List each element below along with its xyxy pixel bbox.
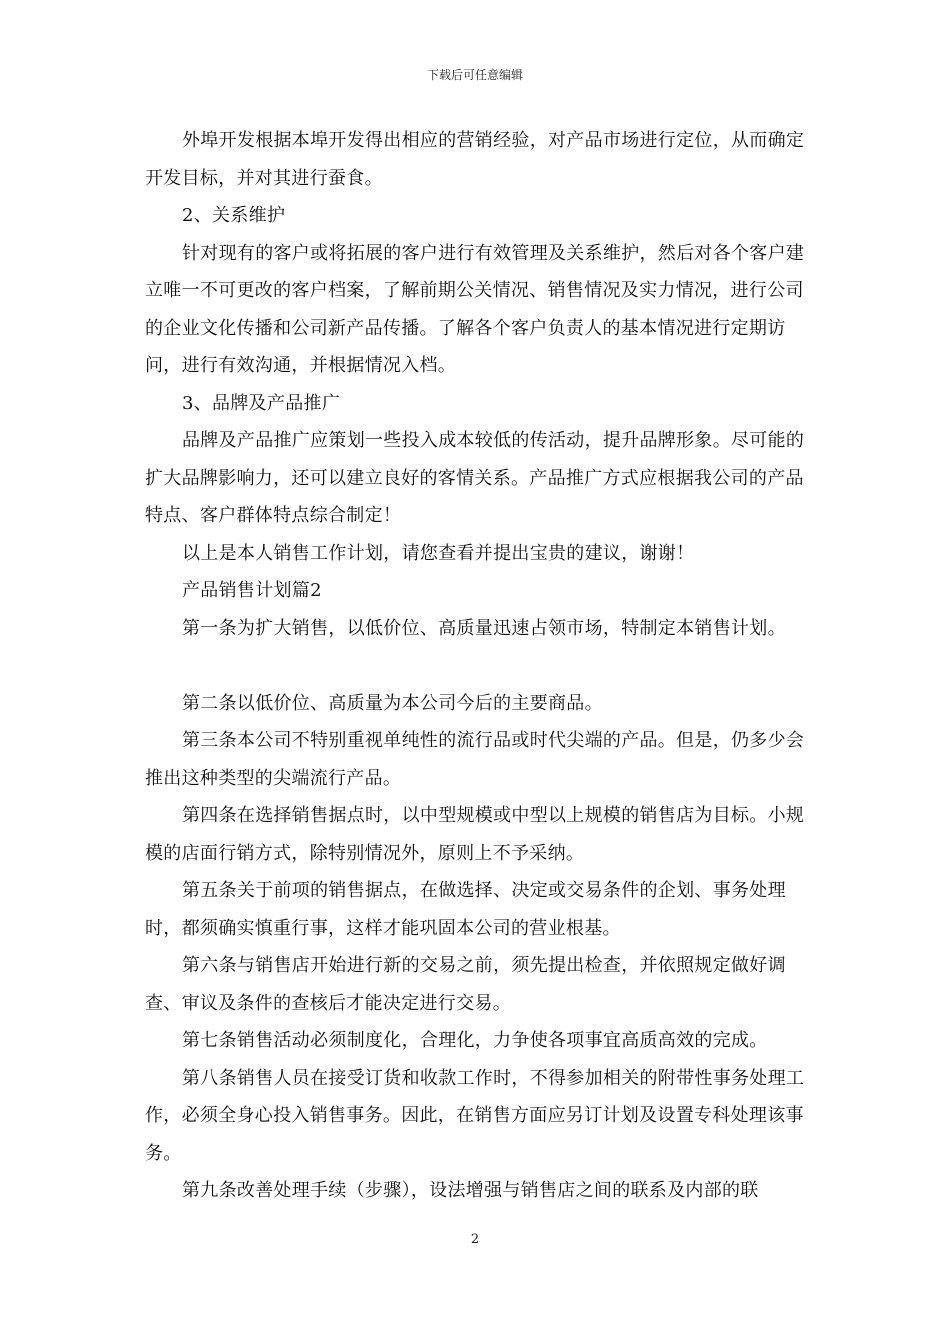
article-7: 第七条销售活动必须制度化，合理化，力争使各项事宜高质高效的完成。 [182, 1030, 768, 1051]
heading-brand-promotion: 3、品牌及产品推广 [182, 392, 341, 414]
article-5: 第五条关于前项的销售据点，在做选择、决定或交易条件的企划、事务处理时，都须确实慎重行事，这样才能巩固本公司的营业根基。 [145, 880, 786, 939]
article-9: 第九条改善处理手续（步骤），设法增强与销售店之间的联系及内部的联 [182, 1180, 759, 1201]
article-4: 第四条在选择销售据点时，以中型规模或中型以上规模的销售店为目标。小规模的店面行销方式，除特别情况外，原则上不予采纳。 [145, 805, 805, 864]
document-body [145, 122, 813, 1210]
paragraph-relationship-maintenance: 针对现有的客户或将拓展的客户进行有效管理及关系维护，然后对各个客户建立唯一不可更改的客户档案，了解前期公关情况、销售情况及实力情况，进行公司的企业文化传播和公司新产品传播。了解各个客户负责人的基本情况进行定期访问，进行有效沟通，并根据情况入档。 [145, 242, 805, 376]
paragraph-brand-promotion: 品牌及产品推广应策划一些投入成本较低的传活动，提升品牌形象。尽可能的扩大品牌影响力，还可以建立良好的客情关系。产品推广方式应根据我公司的产品特点、客户群体特点综合制定！ [145, 430, 805, 526]
paragraph-external-development: 外埠开发根据本埠开发得出相应的营销经验，对产品市场进行定位，从而确定开发目标，并对其进行蚕食。 [145, 130, 805, 189]
article-1: 第一条为扩大销售，以低价位、高质量迅速占领市场，特制定本销售计划。 [182, 617, 786, 639]
heading-relationship-maintenance: 2、关系维护 [182, 205, 286, 226]
article-6: 第六条与销售店开始进行新的交易之前，须先提出检查，并依照规定做好调查、审议及条件的查核后才能决定进行交易。 [145, 955, 786, 1014]
paragraph-closing: 以上是本人销售工作计划，请您查看并提出宝贵的建议，谢谢！ [182, 542, 695, 564]
article-3: 第三条本公司不特别重视单纯性的流行品或时代尖端的产品。但是，仍多少会推出这种类型的尖端流行产品。 [145, 730, 805, 789]
section-title-plan-2: 产品销售计划篇2 [182, 580, 322, 601]
article-2: 第二条以低价位、高质量为本公司今后的主要商品。 [182, 692, 603, 714]
page-header: 下载后可任意编辑 [426, 68, 523, 82]
blank-line [145, 647, 813, 685]
article-8: 第八条销售人员在接受订货和收款工作时，不得参加相关的附带性事务处理工作，必须全身心投入销售事务。因此，在销售方面应另订计划及设置专科处理该事务。 [145, 1067, 805, 1164]
page-number: 2 [470, 1232, 480, 1247]
